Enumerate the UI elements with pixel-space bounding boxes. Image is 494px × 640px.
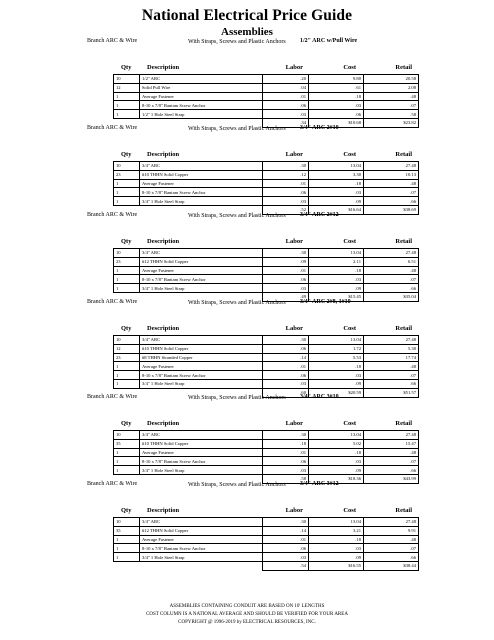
retail-cell: 6.51 (364, 257, 419, 266)
section-description: With Straps, Screws and Plastic Anchors (188, 213, 286, 219)
cost-cell: .09 (309, 553, 364, 562)
description-cell: 3/4" ARC (140, 249, 263, 258)
footer-notes (0, 603, 494, 627)
table-row (114, 448, 419, 457)
labor-cell: .03 (263, 110, 309, 119)
description-cell: 8-10 x 7/8" Bantam Screw Anchor (140, 101, 263, 110)
page-subtitle: Assemblies (221, 26, 273, 38)
labor-cell: .01 (263, 179, 309, 188)
table-row (114, 362, 419, 371)
labor-cell: .01 (263, 535, 309, 544)
total-cost: $18.36 (309, 474, 364, 483)
retail-cell: .48 (364, 535, 419, 544)
labor-cell: .03 (263, 553, 309, 562)
retail-cell: .48 (364, 179, 419, 188)
labor-cell: .06 (263, 275, 309, 284)
labor-cell: .01 (263, 92, 309, 101)
qty-cell: 10 (114, 162, 140, 171)
qty-cell: 1 (114, 179, 140, 188)
description-cell: 3/4" 1 Hole Steel Strap (140, 197, 263, 206)
description-cell: 3/4" 1 Hole Steel Strap (140, 379, 263, 388)
labor-cell: .30 (263, 249, 309, 258)
assembly-name: 3/4" ARC 3#12 (300, 481, 339, 487)
description-cell: Average Fastener (140, 448, 263, 457)
table-row (114, 266, 419, 275)
retail-cell: .07 (364, 275, 419, 284)
table-row (114, 197, 419, 206)
total-retail: $38.44 (364, 561, 419, 570)
cost-cell: .61 (309, 83, 364, 92)
table-row (114, 379, 419, 388)
cost-cell: 13.04 (309, 162, 364, 171)
table-row (114, 101, 419, 110)
assembly-name: 3/4" ARC 2#12 (300, 212, 339, 218)
qty-cell: 1 (114, 101, 140, 110)
description-cell: 3/4" ARC (140, 162, 263, 171)
qty-cell: 10 (114, 431, 140, 440)
qty-cell: 1 (114, 284, 140, 293)
qty-cell: 10 (114, 336, 140, 345)
description-cell: Average Fastener (140, 266, 263, 275)
assembly-name: 3/4" ARC 2#10 (300, 125, 339, 131)
section-header (0, 394, 494, 420)
labor-header: Labor (285, 151, 303, 158)
total-retail: $51.57 (364, 388, 419, 397)
labor-cell: .06 (263, 371, 309, 380)
items-table (113, 248, 419, 302)
cost-cell: .09 (309, 197, 364, 206)
cost-cell: .09 (309, 379, 364, 388)
cost-cell: .18 (309, 448, 364, 457)
table-row (114, 466, 419, 475)
retail-cell: 27.48 (364, 249, 419, 258)
labor-cell: .06 (263, 544, 309, 553)
total-cost: $16.64 (309, 205, 364, 214)
total-labor: .49 (263, 292, 309, 301)
assembly-section (0, 299, 494, 398)
cost-cell: 13.04 (309, 336, 364, 345)
assembly-name: 1/2" ARC w/Pull Wire (300, 38, 358, 44)
labor-cell: .30 (263, 518, 309, 527)
retail-cell: .48 (364, 92, 419, 101)
cost-cell: .09 (309, 466, 364, 475)
column-headers (0, 151, 494, 161)
description-cell: 1/2" 1 Hole Steel Strap (140, 110, 263, 119)
labor-cell: .30 (263, 162, 309, 171)
cost-cell: .09 (309, 284, 364, 293)
table-row (114, 110, 419, 119)
description-cell: 3/4" 1 Hole Steel Strap (140, 553, 263, 562)
table-row (114, 179, 419, 188)
cost-cell: 9.80 (309, 75, 364, 84)
assembly-section (0, 481, 494, 571)
section-category: Branch ARC & Wire (87, 125, 138, 131)
qty-cell: 35 (114, 439, 140, 448)
retail-cell: .07 (364, 544, 419, 553)
retail-cell: 5.30 (364, 344, 419, 353)
retail-header: Retail (395, 507, 412, 514)
qty-cell: 10 (114, 249, 140, 258)
retail-cell: .66 (364, 197, 419, 206)
qty-header: Qty (121, 325, 132, 332)
cost-cell: .06 (309, 110, 364, 119)
items-table (113, 161, 419, 215)
qty-cell: 1 (114, 110, 140, 119)
section-description: With Straps, Screws and Plastic Anchors (188, 39, 286, 45)
qty-cell: 1 (114, 553, 140, 562)
assembly-section (0, 125, 494, 215)
cost-cell: .03 (309, 188, 364, 197)
cost-cell: .03 (309, 371, 364, 380)
qty-cell: 1 (114, 457, 140, 466)
description-cell: 3/4" ARC (140, 431, 263, 440)
qty-cell: 1 (114, 197, 140, 206)
section-category: Branch ARC & Wire (87, 212, 138, 218)
total-retail: $23.82 (364, 118, 419, 127)
description-cell: #8 THHN Stranded Copper (140, 353, 263, 362)
qty-cell: 1 (114, 448, 140, 457)
footer-line: ASSEMBLIES CONTAINING CONDUIT ARE BASED ON 10' LENGTHS (169, 604, 325, 609)
retail-cell: .58 (364, 110, 419, 119)
retail-cell: 20.58 (364, 75, 419, 84)
cost-cell: 13.04 (309, 431, 364, 440)
cost-header: Cost (343, 238, 356, 245)
total-retail: $43.99 (364, 474, 419, 483)
items-table (113, 335, 419, 398)
cost-header: Cost (343, 151, 356, 158)
table-row (114, 526, 419, 535)
section-category: Branch ARC & Wire (87, 394, 138, 400)
section-header (0, 299, 494, 325)
qty-cell: 1 (114, 362, 140, 371)
footer-line: COPYRIGHT @ 1996-2019 by ELECTRICAL RESOURCES, INC. (178, 620, 316, 625)
qty-cell: 1 (114, 92, 140, 101)
section-description: With Straps, Screws and Plastic Anchors (188, 126, 286, 132)
table-row (114, 284, 419, 293)
labor-cell: .06 (263, 188, 309, 197)
retail-cell: 17.74 (364, 353, 419, 362)
qty-cell: 12 (114, 344, 140, 353)
column-headers (0, 507, 494, 517)
description-cell: 8-10 x 7/8" Bantam Screw Anchor (140, 544, 263, 553)
qty-cell: 1 (114, 379, 140, 388)
description-cell: Average Fastener (140, 362, 263, 371)
section-description: With Straps, Screws and Plastic Anchors (188, 395, 286, 401)
qty-cell: 23 (114, 353, 140, 362)
section-header (0, 212, 494, 238)
description-cell: Average Fastener (140, 535, 263, 544)
footer-line: COST COLUMN IS A NATIONAL AVERAGE AND SHOULD BE VERIFIED FOR YOUR AREA (146, 612, 348, 617)
table-row (114, 457, 419, 466)
description-header: Description (147, 64, 180, 71)
table-row (114, 371, 419, 380)
cost-cell: 3.30 (309, 170, 364, 179)
labor-cell: .06 (263, 101, 309, 110)
retail-cell: .66 (364, 466, 419, 475)
cost-header: Cost (343, 64, 356, 71)
table-row (114, 257, 419, 266)
qty-header: Qty (121, 507, 132, 514)
assembly-name: 3/4" ARC 2#8, 1#10 (300, 299, 351, 305)
labor-cell: .14 (263, 353, 309, 362)
description-cell: 3/4" 1 Hole Steel Strap (140, 284, 263, 293)
labor-header: Labor (285, 420, 303, 427)
section-header (0, 481, 494, 507)
qty-cell: 1 (114, 535, 140, 544)
total-cost: $16.55 (309, 561, 364, 570)
description-header: Description (147, 151, 180, 158)
total-cost: $20.59 (309, 388, 364, 397)
retail-cell: .48 (364, 448, 419, 457)
labor-cell: .12 (263, 170, 309, 179)
total-retail: $35.04 (364, 292, 419, 301)
table-row (114, 170, 419, 179)
section-header (0, 125, 494, 151)
description-header: Description (147, 507, 180, 514)
table-row (114, 336, 419, 345)
labor-cell: .14 (263, 526, 309, 535)
table-row (114, 275, 419, 284)
retail-cell: 15.47 (364, 439, 419, 448)
description-cell: Solid Pull Wire (140, 83, 263, 92)
retail-cell: 27.48 (364, 162, 419, 171)
retail-header: Retail (395, 238, 412, 245)
labor-cell: .03 (263, 284, 309, 293)
labor-cell: .03 (263, 379, 309, 388)
table-row (114, 188, 419, 197)
qty-header: Qty (121, 64, 132, 71)
description-cell: 1/2" ARC (140, 75, 263, 84)
retail-cell: .48 (364, 266, 419, 275)
section-description: With Straps, Screws and Plastic Anchors (188, 300, 286, 306)
retail-header: Retail (395, 325, 412, 332)
labor-cell: .06 (263, 344, 309, 353)
table-row (114, 544, 419, 553)
labor-cell: .20 (263, 75, 309, 84)
table-row (114, 162, 419, 171)
table-row (114, 553, 419, 562)
cost-cell: .03 (309, 457, 364, 466)
description-cell: 3/4" 1 Hole Steel Strap (140, 466, 263, 475)
section-description: With Straps, Screws and Plastic Anchors (188, 482, 286, 488)
table-row (114, 249, 419, 258)
cost-cell: .18 (309, 179, 364, 188)
cost-cell: 13.04 (309, 249, 364, 258)
cost-cell: .18 (309, 535, 364, 544)
table-row (114, 353, 419, 362)
description-cell: #10 THHN Solid Copper (140, 344, 263, 353)
description-header: Description (147, 420, 180, 427)
table-row (114, 535, 419, 544)
cost-cell: .03 (309, 101, 364, 110)
retail-cell: .66 (364, 379, 419, 388)
retail-cell: 27.48 (364, 336, 419, 345)
qty-cell: 1 (114, 371, 140, 380)
labor-cell: .01 (263, 448, 309, 457)
retail-cell: .48 (364, 362, 419, 371)
qty-header: Qty (121, 420, 132, 427)
qty-cell: 1 (114, 544, 140, 553)
total-labor: .34 (263, 118, 309, 127)
table-row (114, 431, 419, 440)
retail-cell: 27.48 (364, 431, 419, 440)
description-cell: #10 THHN Solid Copper (140, 439, 263, 448)
labor-cell: .18 (263, 439, 309, 448)
table-row (114, 439, 419, 448)
labor-header: Labor (285, 507, 303, 514)
retail-cell: 9.91 (364, 526, 419, 535)
retail-cell: 27.48 (364, 518, 419, 527)
assembly-section (0, 212, 494, 302)
section-category: Branch ARC & Wire (87, 481, 138, 487)
qty-header: Qty (121, 238, 132, 245)
cost-cell: .03 (309, 544, 364, 553)
table-row (114, 83, 419, 92)
section-category: Branch ARC & Wire (87, 38, 138, 44)
assembly-section (0, 394, 494, 484)
labor-cell: .03 (263, 466, 309, 475)
labor-header: Labor (285, 325, 303, 332)
retail-cell: .07 (364, 457, 419, 466)
total-labor: .52 (263, 205, 309, 214)
labor-header: Labor (285, 238, 303, 245)
cost-cell: 5.53 (309, 353, 364, 362)
retail-cell: .07 (364, 371, 419, 380)
description-cell: #12 THHN Solid Copper (140, 526, 263, 535)
retail-cell: .07 (364, 188, 419, 197)
description-header: Description (147, 238, 180, 245)
description-cell: 3/4" ARC (140, 336, 263, 345)
cost-header: Cost (343, 507, 356, 514)
retail-cell: .07 (364, 101, 419, 110)
labor-cell: .04 (263, 83, 309, 92)
cost-cell: 3.21 (309, 526, 364, 535)
qty-cell: 23 (114, 170, 140, 179)
total-cost: $15.45 (309, 292, 364, 301)
cost-cell: 5.02 (309, 439, 364, 448)
column-headers (0, 238, 494, 248)
cost-header: Cost (343, 325, 356, 332)
cost-cell: 1.72 (309, 344, 364, 353)
assembly-name: 3/4" ARC 3#10 (300, 394, 339, 400)
description-cell: #10 THHN Solid Copper (140, 170, 263, 179)
retail-header: Retail (395, 420, 412, 427)
total-labor: .60 (263, 388, 309, 397)
description-cell: 3/4" ARC (140, 518, 263, 527)
labor-cell: .06 (263, 457, 309, 466)
retail-cell: 10.13 (364, 170, 419, 179)
description-cell: Average Fastener (140, 179, 263, 188)
cost-cell: .18 (309, 92, 364, 101)
description-header: Description (147, 325, 180, 332)
description-cell: 8-10 x 7/8" Bantam Screw Anchor (140, 188, 263, 197)
section-category: Branch ARC & Wire (87, 299, 138, 305)
cost-cell: 2.11 (309, 257, 364, 266)
retail-cell: 2.08 (364, 83, 419, 92)
column-headers (0, 325, 494, 335)
assembly-section (0, 38, 494, 128)
total-row (114, 561, 419, 570)
qty-cell: 35 (114, 526, 140, 535)
description-cell: 8-10 x 7/8" Bantam Screw Anchor (140, 275, 263, 284)
description-cell: 8-10 x 7/8" Bantam Screw Anchor (140, 371, 263, 380)
page-title: National Electrical Price Guide (141, 7, 353, 24)
total-cost: $10.68 (309, 118, 364, 127)
qty-cell: 23 (114, 257, 140, 266)
cost-cell: .18 (309, 362, 364, 371)
qty-cell: 1 (114, 466, 140, 475)
retail-cell: .66 (364, 553, 419, 562)
retail-header: Retail (395, 64, 412, 71)
cost-cell: 13.04 (309, 518, 364, 527)
description-cell: #12 THHN Solid Copper (140, 257, 263, 266)
qty-cell: 1 (114, 188, 140, 197)
qty-cell: 10 (114, 518, 140, 527)
qty-cell: 10 (114, 75, 140, 84)
labor-cell: .30 (263, 336, 309, 345)
labor-header: Labor (285, 64, 303, 71)
column-headers (0, 64, 494, 74)
table-row (114, 344, 419, 353)
total-labor: .54 (263, 561, 309, 570)
description-cell: Average Fastener (140, 92, 263, 101)
labor-cell: .03 (263, 197, 309, 206)
items-table (113, 74, 419, 128)
description-cell: 8-10 x 7/8" Bantam Screw Anchor (140, 457, 263, 466)
cost-header: Cost (343, 420, 356, 427)
table-row (114, 75, 419, 84)
total-labor: .58 (263, 474, 309, 483)
labor-cell: .01 (263, 362, 309, 371)
labor-cell: .01 (263, 266, 309, 275)
table-row (114, 92, 419, 101)
items-table (113, 517, 419, 571)
total-retail: $38.69 (364, 205, 419, 214)
table-row (114, 518, 419, 527)
labor-cell: .30 (263, 431, 309, 440)
qty-cell: 12 (114, 83, 140, 92)
column-headers (0, 420, 494, 430)
retail-header: Retail (395, 151, 412, 158)
labor-cell: .09 (263, 257, 309, 266)
retail-cell: .66 (364, 284, 419, 293)
qty-header: Qty (121, 151, 132, 158)
cost-cell: .03 (309, 275, 364, 284)
items-table (113, 430, 419, 484)
qty-cell: 1 (114, 275, 140, 284)
qty-cell: 1 (114, 266, 140, 275)
section-header (0, 38, 494, 64)
cost-cell: .18 (309, 266, 364, 275)
